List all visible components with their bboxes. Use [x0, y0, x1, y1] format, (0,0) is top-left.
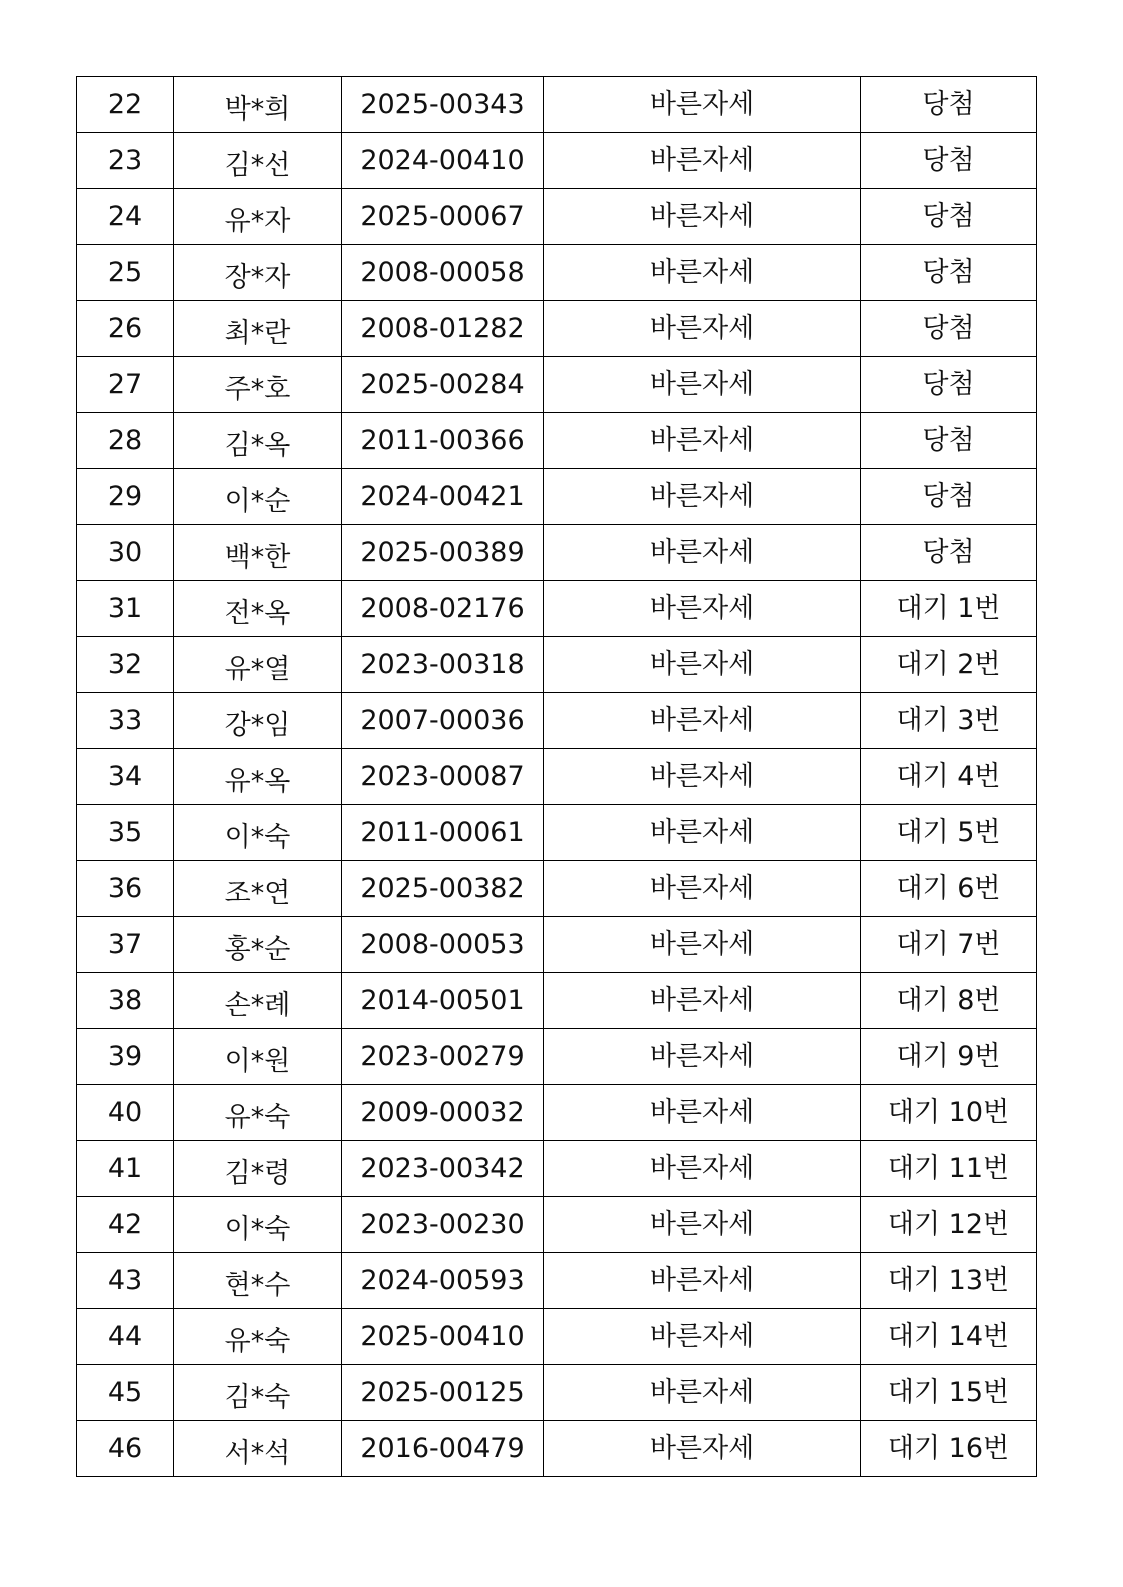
result-cell [861, 637, 1037, 693]
table-row [77, 133, 1037, 189]
program-cell [544, 1197, 861, 1253]
member-id-cell [342, 1029, 544, 1085]
name-text: 박*희 [224, 94, 291, 125]
result-cell [861, 357, 1037, 413]
program-cell [544, 1253, 861, 1309]
member-id-cell [342, 1309, 544, 1365]
member-id-text: 2025-00067 [360, 201, 525, 232]
name-cell [174, 973, 342, 1029]
row-number-text: 25 [107, 257, 143, 288]
name-text: 유*숙 [224, 1102, 291, 1133]
member-id-text: 2016-00479 [360, 1433, 525, 1464]
name-text: 백*한 [224, 542, 291, 573]
program-text: 바른자세 [649, 1433, 755, 1464]
member-id-text: 2025-00389 [360, 537, 525, 568]
name-text: 이*숙 [224, 822, 291, 853]
name-text: 강*임 [224, 710, 291, 741]
result-text: 대기 10번 [887, 1097, 1010, 1128]
row-number-cell [77, 1365, 174, 1421]
member-id-cell [342, 77, 544, 133]
program-cell [544, 245, 861, 301]
member-id-text: 2024-00421 [360, 481, 525, 512]
row-number-cell [77, 917, 174, 973]
result-text: 대기 4번 [896, 761, 1001, 792]
program-text: 바른자세 [649, 873, 755, 904]
program-cell [544, 525, 861, 581]
result-text: 당첨 [922, 537, 975, 568]
name-cell [174, 1029, 342, 1085]
member-id-cell [342, 805, 544, 861]
table-row [77, 1365, 1037, 1421]
name-text: 홍*순 [224, 934, 291, 965]
member-id-cell [342, 469, 544, 525]
result-text: 대기 5번 [896, 817, 1001, 848]
program-cell [544, 1421, 861, 1477]
row-number-text: 37 [107, 929, 143, 960]
row-number-cell [77, 525, 174, 581]
result-text: 당첨 [922, 425, 975, 456]
member-id-text: 2023-00230 [360, 1209, 525, 1240]
table-row [77, 1029, 1037, 1085]
result-text: 대기 1번 [896, 593, 1001, 624]
result-text: 대기 3번 [896, 705, 1001, 736]
program-cell [544, 77, 861, 133]
name-cell [174, 581, 342, 637]
table-row [77, 1197, 1037, 1253]
member-id-text: 2008-01282 [360, 313, 525, 344]
program-text: 바른자세 [649, 369, 755, 400]
row-number-text: 27 [107, 369, 143, 400]
result-text: 대기 13번 [887, 1265, 1010, 1296]
member-id-text: 2025-00382 [360, 873, 525, 904]
row-number-cell [77, 1309, 174, 1365]
row-number-text: 24 [107, 201, 143, 232]
table-row [77, 749, 1037, 805]
name-text: 주*호 [224, 374, 291, 405]
member-id-text: 2011-00366 [360, 425, 525, 456]
row-number-text: 36 [107, 873, 143, 904]
row-number-cell [77, 1085, 174, 1141]
program-cell [544, 861, 861, 917]
name-text: 이*숙 [224, 1214, 291, 1245]
name-text: 김*선 [224, 150, 291, 181]
name-text: 전*옥 [224, 598, 291, 629]
name-cell [174, 1309, 342, 1365]
member-id-cell [342, 749, 544, 805]
program-text: 바른자세 [649, 817, 755, 848]
name-cell [174, 1253, 342, 1309]
program-cell [544, 749, 861, 805]
name-cell [174, 525, 342, 581]
name-text: 김*옥 [224, 430, 291, 461]
result-cell [861, 581, 1037, 637]
result-text: 대기 2번 [896, 649, 1001, 680]
table-row [77, 1141, 1037, 1197]
member-id-text: 2025-00125 [360, 1377, 525, 1408]
result-text: 대기 15번 [887, 1377, 1010, 1408]
result-cell [861, 1197, 1037, 1253]
member-id-text: 2023-00087 [360, 761, 525, 792]
member-id-cell [342, 693, 544, 749]
program-text: 바른자세 [649, 1097, 755, 1128]
name-cell [174, 1141, 342, 1197]
table-row [77, 357, 1037, 413]
program-cell [544, 805, 861, 861]
result-text: 대기 8번 [896, 985, 1001, 1016]
program-text: 바른자세 [649, 649, 755, 680]
program-cell [544, 917, 861, 973]
name-text: 손*례 [224, 990, 291, 1021]
member-id-cell [342, 1141, 544, 1197]
program-text: 바른자세 [649, 425, 755, 456]
name-cell [174, 1421, 342, 1477]
member-id-cell [342, 413, 544, 469]
result-text: 당첨 [922, 257, 975, 288]
member-id-text: 2008-00058 [360, 257, 525, 288]
row-number-cell [77, 357, 174, 413]
result-text: 대기 16번 [887, 1433, 1010, 1464]
program-cell [544, 301, 861, 357]
row-number-text: 35 [107, 817, 143, 848]
member-id-cell [342, 357, 544, 413]
member-id-text: 2011-00061 [360, 817, 525, 848]
row-number-text: 22 [107, 89, 143, 120]
table-row [77, 245, 1037, 301]
program-text: 바른자세 [649, 593, 755, 624]
program-cell [544, 637, 861, 693]
program-text: 바른자세 [649, 761, 755, 792]
member-id-cell [342, 917, 544, 973]
table-row [77, 973, 1037, 1029]
row-number-text: 28 [107, 425, 143, 456]
result-cell [861, 861, 1037, 917]
member-id-text: 2014-00501 [360, 985, 525, 1016]
row-number-cell [77, 749, 174, 805]
row-number-text: 30 [107, 537, 143, 568]
member-id-cell [342, 973, 544, 1029]
name-text: 유*숙 [224, 1326, 291, 1357]
result-cell [861, 525, 1037, 581]
row-number-text: 43 [107, 1265, 143, 1296]
row-number-text: 23 [107, 145, 143, 176]
result-cell [861, 1309, 1037, 1365]
name-text: 김*령 [224, 1158, 291, 1189]
row-number-cell [77, 1253, 174, 1309]
name-cell [174, 1085, 342, 1141]
row-number-text: 31 [107, 593, 143, 624]
member-id-cell [342, 245, 544, 301]
table-row [77, 1421, 1037, 1477]
result-cell [861, 413, 1037, 469]
member-id-cell [342, 581, 544, 637]
result-text: 당첨 [922, 201, 975, 232]
row-number-cell [77, 77, 174, 133]
program-text: 바른자세 [649, 481, 755, 512]
row-number-text: 45 [107, 1377, 143, 1408]
program-cell [544, 189, 861, 245]
program-text: 바른자세 [649, 537, 755, 568]
program-text: 바른자세 [649, 1321, 755, 1352]
program-cell [544, 1085, 861, 1141]
result-text: 당첨 [922, 89, 975, 120]
row-number-text: 38 [107, 985, 143, 1016]
name-cell [174, 637, 342, 693]
name-text: 이*원 [224, 1046, 291, 1077]
member-id-text: 2023-00279 [360, 1041, 525, 1072]
result-cell [861, 749, 1037, 805]
member-id-cell [342, 1085, 544, 1141]
name-text: 최*란 [224, 318, 291, 349]
name-cell [174, 469, 342, 525]
name-cell [174, 861, 342, 917]
results-table [76, 76, 1037, 1477]
name-cell [174, 77, 342, 133]
program-cell [544, 1029, 861, 1085]
row-number-cell [77, 413, 174, 469]
member-id-cell [342, 1253, 544, 1309]
row-number-text: 40 [107, 1097, 143, 1128]
result-cell [861, 1253, 1037, 1309]
result-cell [861, 805, 1037, 861]
row-number-text: 39 [107, 1041, 143, 1072]
name-text: 유*열 [224, 654, 291, 685]
member-id-text: 2025-00343 [360, 89, 525, 120]
member-id-cell [342, 1197, 544, 1253]
name-cell [174, 133, 342, 189]
result-cell [861, 1029, 1037, 1085]
result-cell [861, 917, 1037, 973]
name-cell [174, 413, 342, 469]
program-text: 바른자세 [649, 313, 755, 344]
program-cell [544, 1365, 861, 1421]
result-text: 대기 6번 [896, 873, 1001, 904]
member-id-text: 2024-00593 [360, 1265, 525, 1296]
result-cell [861, 469, 1037, 525]
name-cell [174, 805, 342, 861]
table-body [77, 77, 1037, 1477]
program-text: 바른자세 [649, 985, 755, 1016]
row-number-cell [77, 469, 174, 525]
row-number-text: 42 [107, 1209, 143, 1240]
name-text: 김*숙 [224, 1382, 291, 1413]
result-text: 당첨 [922, 369, 975, 400]
result-cell [861, 1365, 1037, 1421]
name-cell [174, 189, 342, 245]
program-text: 바른자세 [649, 201, 755, 232]
table-row [77, 77, 1037, 133]
table-row [77, 1253, 1037, 1309]
row-number-text: 33 [107, 705, 143, 736]
row-number-cell [77, 1029, 174, 1085]
program-text: 바른자세 [649, 1265, 755, 1296]
name-text: 이*순 [224, 486, 291, 517]
result-cell [861, 973, 1037, 1029]
member-id-text: 2023-00318 [360, 649, 525, 680]
row-number-cell [77, 973, 174, 1029]
row-number-cell [77, 1141, 174, 1197]
program-cell [544, 413, 861, 469]
result-cell [861, 1141, 1037, 1197]
name-text: 유*옥 [224, 766, 291, 797]
program-text: 바른자세 [649, 89, 755, 120]
table-row [77, 805, 1037, 861]
member-id-text: 2008-00053 [360, 929, 525, 960]
member-id-cell [342, 1365, 544, 1421]
member-id-cell [342, 1421, 544, 1477]
row-number-text: 34 [107, 761, 143, 792]
row-number-cell [77, 581, 174, 637]
member-id-text: 2023-00342 [360, 1153, 525, 1184]
name-text: 유*자 [224, 206, 291, 237]
row-number-cell [77, 693, 174, 749]
table-row [77, 469, 1037, 525]
result-cell [861, 301, 1037, 357]
row-number-cell [77, 1197, 174, 1253]
program-text: 바른자세 [649, 257, 755, 288]
program-text: 바른자세 [649, 145, 755, 176]
table-row [77, 525, 1037, 581]
program-cell [544, 469, 861, 525]
program-text: 바른자세 [649, 929, 755, 960]
member-id-text: 2024-00410 [360, 145, 525, 176]
table-row [77, 637, 1037, 693]
result-text: 대기 12번 [887, 1209, 1010, 1240]
row-number-cell [77, 805, 174, 861]
result-cell [861, 133, 1037, 189]
program-text: 바른자세 [649, 1377, 755, 1408]
program-cell [544, 581, 861, 637]
name-text: 조*연 [224, 878, 291, 909]
result-cell [861, 693, 1037, 749]
row-number-cell [77, 189, 174, 245]
member-id-text: 2025-00284 [360, 369, 525, 400]
program-text: 바른자세 [649, 705, 755, 736]
member-id-cell [342, 301, 544, 357]
row-number-text: 26 [107, 313, 143, 344]
result-text: 대기 7번 [896, 929, 1001, 960]
name-cell [174, 693, 342, 749]
result-cell [861, 245, 1037, 301]
table-row [77, 581, 1037, 637]
name-cell [174, 917, 342, 973]
table-row [77, 917, 1037, 973]
row-number-text: 29 [107, 481, 143, 512]
name-cell [174, 1197, 342, 1253]
row-number-cell [77, 245, 174, 301]
row-number-text: 46 [107, 1433, 143, 1464]
name-text: 장*자 [224, 262, 291, 293]
table-row [77, 1085, 1037, 1141]
name-cell [174, 749, 342, 805]
result-cell [861, 1085, 1037, 1141]
row-number-cell [77, 301, 174, 357]
name-cell [174, 245, 342, 301]
result-text: 당첨 [922, 313, 975, 344]
member-id-text: 2008-02176 [360, 593, 525, 624]
result-text: 대기 11번 [887, 1153, 1010, 1184]
program-text: 바른자세 [649, 1041, 755, 1072]
member-id-cell [342, 637, 544, 693]
member-id-cell [342, 189, 544, 245]
name-cell [174, 1365, 342, 1421]
member-id-text: 2007-00036 [360, 705, 525, 736]
row-number-cell [77, 1421, 174, 1477]
program-text: 바른자세 [649, 1153, 755, 1184]
program-text: 바른자세 [649, 1209, 755, 1240]
row-number-text: 32 [107, 649, 143, 680]
member-id-text: 2025-00410 [360, 1321, 525, 1352]
name-text: 현*수 [224, 1270, 291, 1301]
row-number-cell [77, 861, 174, 917]
row-number-text: 44 [107, 1321, 143, 1352]
table-row [77, 301, 1037, 357]
result-cell [861, 1421, 1037, 1477]
result-cell [861, 77, 1037, 133]
member-id-text: 2009-00032 [360, 1097, 525, 1128]
member-id-cell [342, 133, 544, 189]
table-row [77, 413, 1037, 469]
name-cell [174, 357, 342, 413]
program-cell [544, 1309, 861, 1365]
table-row [77, 693, 1037, 749]
member-id-cell [342, 525, 544, 581]
table-row [77, 1309, 1037, 1365]
member-id-cell [342, 861, 544, 917]
row-number-cell [77, 637, 174, 693]
row-number-text: 41 [107, 1153, 143, 1184]
result-text: 당첨 [922, 145, 975, 176]
table-row [77, 861, 1037, 917]
program-cell [544, 973, 861, 1029]
program-cell [544, 693, 861, 749]
name-text: 서*석 [224, 1438, 291, 1469]
result-text: 대기 14번 [887, 1321, 1010, 1352]
program-cell [544, 1141, 861, 1197]
program-cell [544, 133, 861, 189]
table-row [77, 189, 1037, 245]
result-text: 대기 9번 [896, 1041, 1001, 1072]
row-number-cell [77, 133, 174, 189]
name-cell [174, 301, 342, 357]
program-cell [544, 357, 861, 413]
result-cell [861, 189, 1037, 245]
result-text: 당첨 [922, 481, 975, 512]
